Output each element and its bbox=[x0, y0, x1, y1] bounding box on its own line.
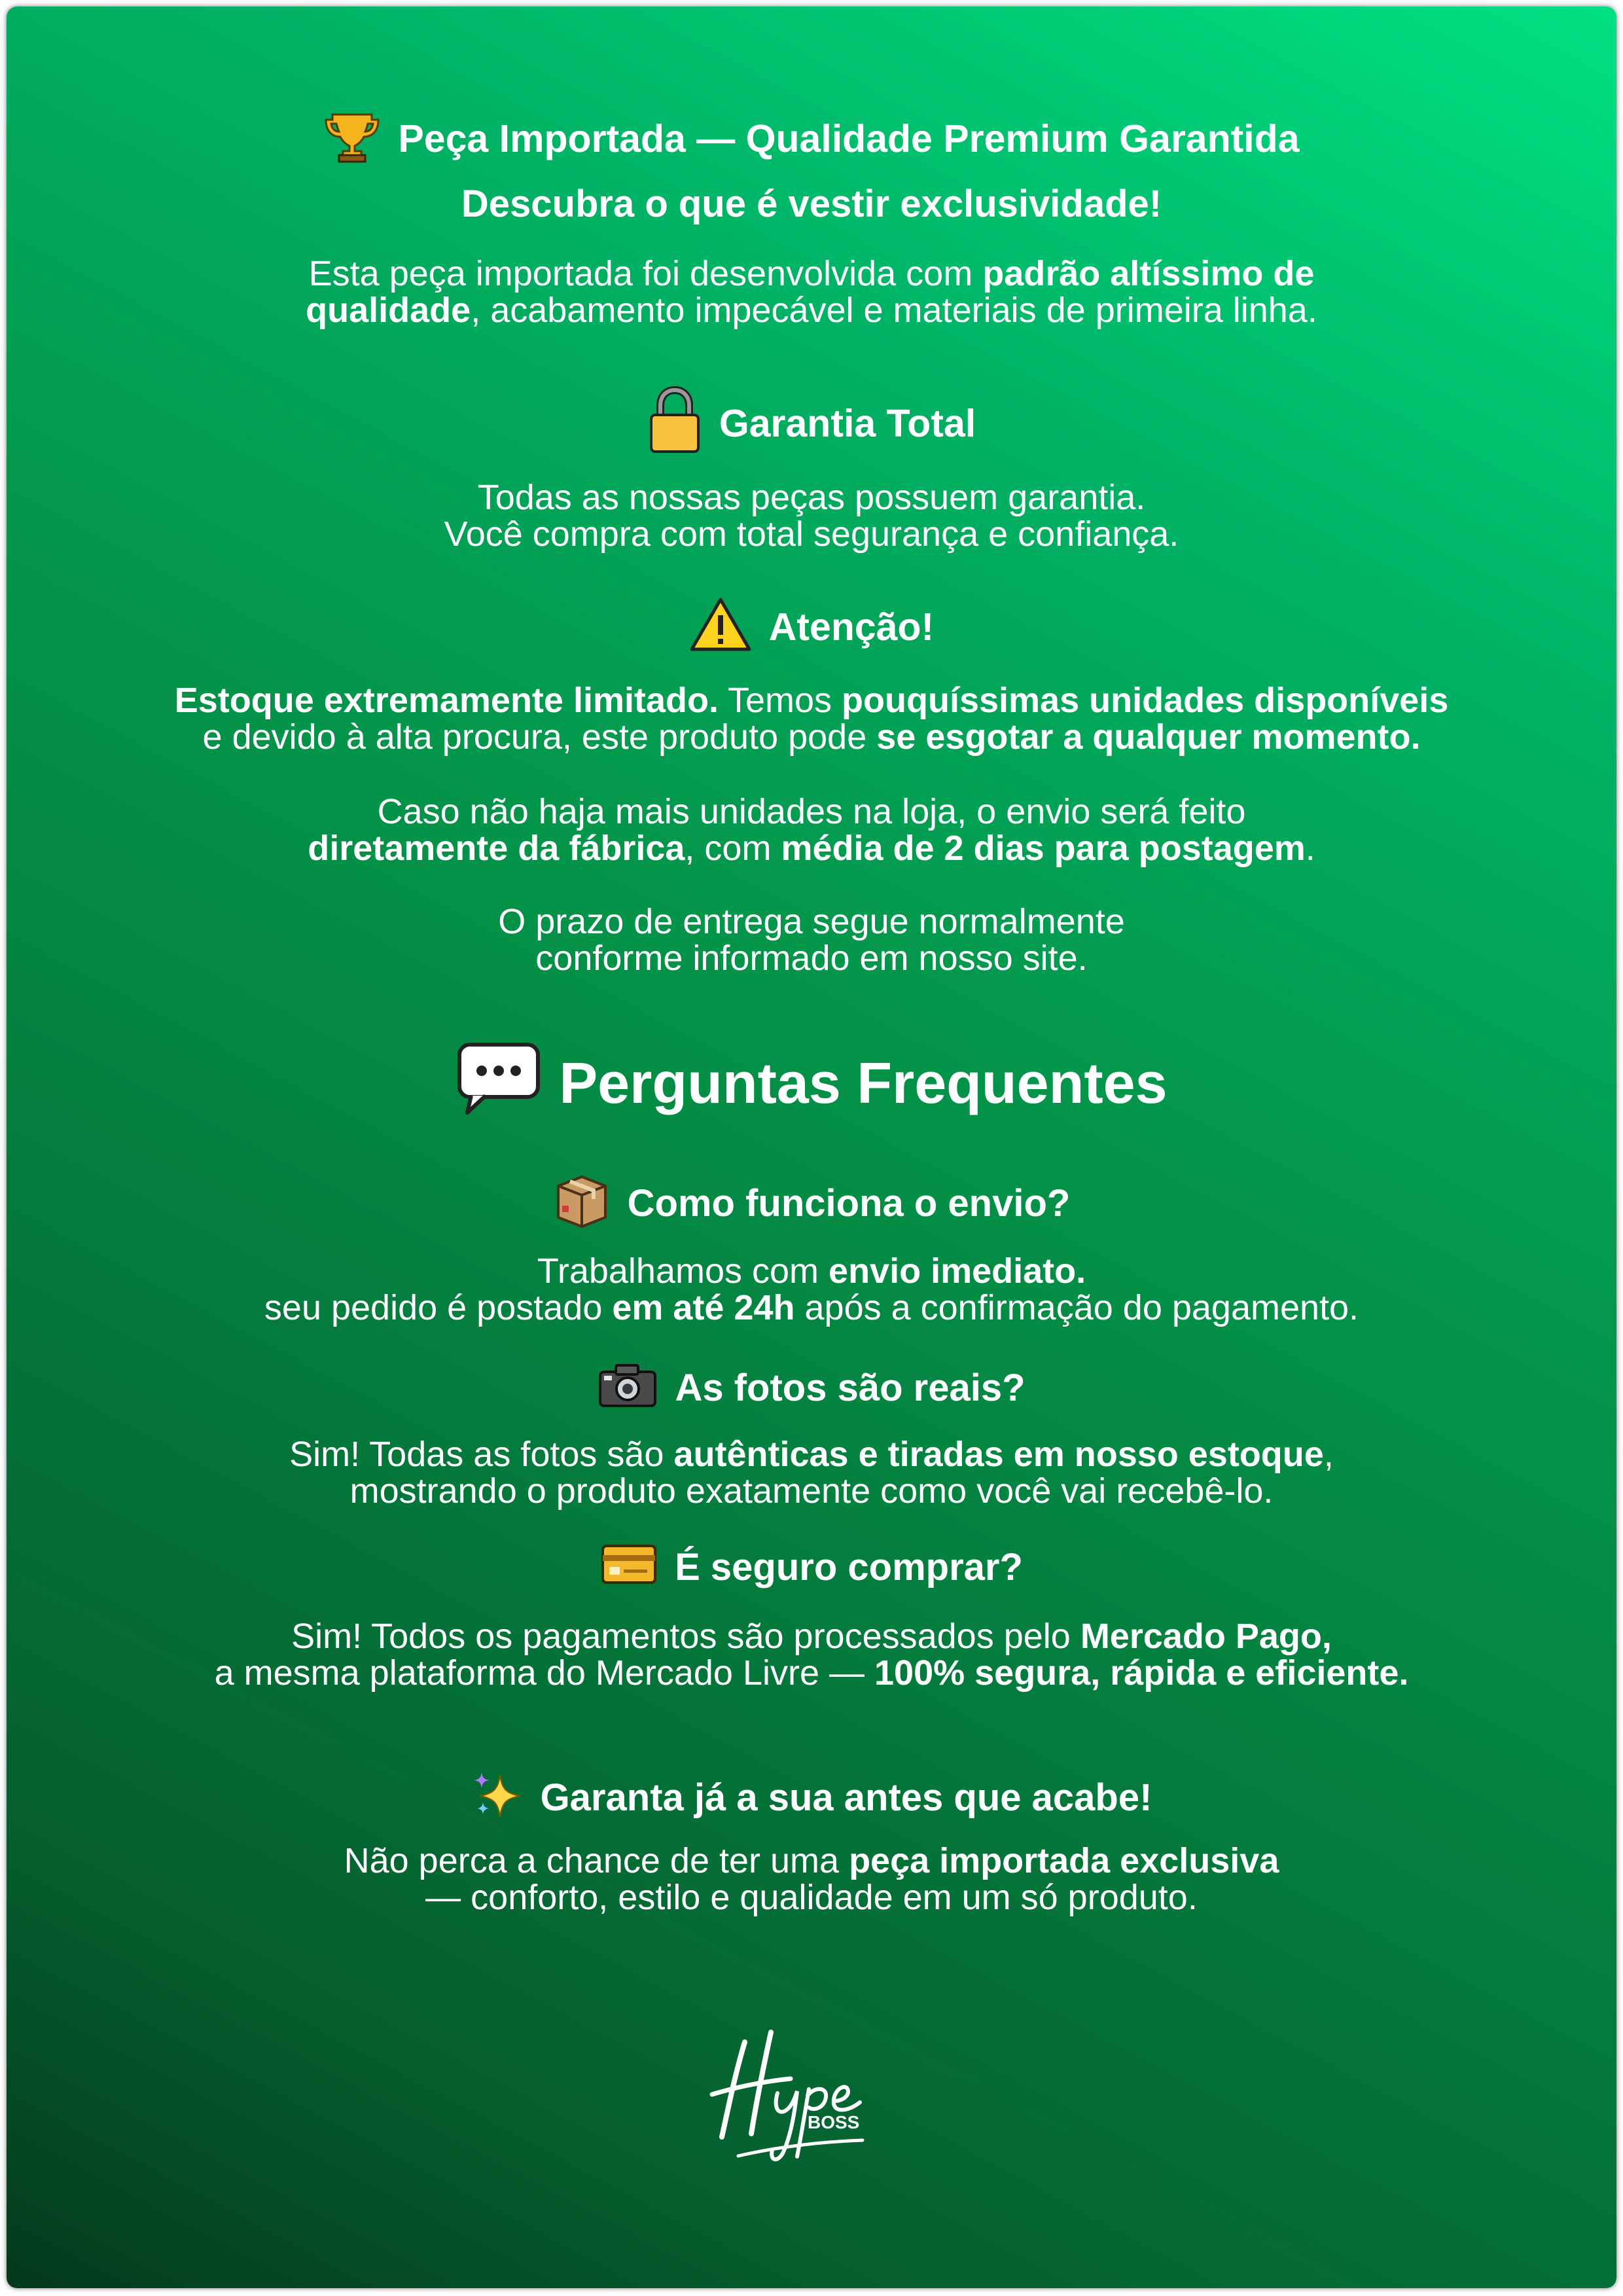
text: Sim! Todos os pagamentos são processados pelo bbox=[291, 1617, 1080, 1656]
text: , bbox=[1323, 1435, 1334, 1474]
text-bold: qualidade bbox=[306, 291, 471, 330]
text-bold: pouquíssimas unidades disponíveis bbox=[842, 681, 1449, 720]
text-bold: Mercado Pago, bbox=[1080, 1617, 1332, 1656]
atencao-paragraph-2 bbox=[7, 793, 1616, 867]
camera-icon bbox=[597, 1361, 658, 1415]
envio-title: Como funciona o envio? bbox=[627, 1182, 1071, 1225]
fotos-heading bbox=[7, 1361, 1616, 1415]
envio-heading bbox=[7, 1172, 1616, 1236]
speech-bubble-icon bbox=[455, 1041, 542, 1126]
text: , com bbox=[685, 829, 781, 868]
text: Sim! Todas as fotos são bbox=[289, 1435, 674, 1474]
trophy-icon bbox=[323, 107, 381, 171]
envio-paragraph bbox=[7, 1253, 1616, 1326]
lock-icon bbox=[647, 386, 702, 461]
garanta-title: Garanta já a sua antes que acabe! bbox=[540, 1776, 1152, 1819]
text-bold: padrão altíssimo de bbox=[982, 254, 1315, 293]
text-bold: Estoque extremamente limitado. bbox=[174, 681, 719, 720]
text: . bbox=[1305, 829, 1315, 868]
atencao-heading bbox=[7, 596, 1616, 658]
text: — conforto, estilo e qualidade em um só produto. bbox=[425, 1878, 1198, 1917]
logo-sub-text: BOSS bbox=[808, 2112, 860, 2132]
text-bold: média de 2 dias para postagem bbox=[781, 829, 1306, 868]
text: O prazo de entrega segue normalmente bbox=[498, 902, 1125, 941]
text: seu pedido é postado bbox=[264, 1288, 613, 1327]
premium-subtitle-text: Descubra o que é vestir exclusividade! bbox=[461, 183, 1162, 225]
text-bold: autênticas e tiradas em nosso estoque bbox=[673, 1435, 1324, 1474]
text-bold: peça importada exclusiva bbox=[849, 1841, 1279, 1880]
package-icon bbox=[553, 1172, 611, 1236]
garanta-heading bbox=[7, 1768, 1616, 1827]
text: conforme informado em nosso site. bbox=[535, 939, 1088, 978]
text-bold: 100% segura, rápida e eficiente. bbox=[874, 1653, 1409, 1693]
garantia-heading bbox=[7, 386, 1616, 461]
text: Você compra com total segurança e confiança. bbox=[444, 514, 1179, 554]
hype-boss-logo bbox=[699, 2016, 895, 2173]
text-bold: em até 24h bbox=[612, 1288, 795, 1327]
faq-title: Perguntas Frequentes bbox=[559, 1050, 1168, 1115]
text: mostrando o produto exatamente como você vai recebê-lo. bbox=[349, 1471, 1274, 1511]
seguro-title: É seguro comprar? bbox=[675, 1546, 1023, 1588]
text: Não perca a chance de ter uma bbox=[344, 1841, 849, 1880]
premium-title: Peça Importada — Qualidade Premium Garantida bbox=[398, 117, 1300, 160]
premium-paragraph bbox=[7, 255, 1616, 329]
text: a mesma plataforma do Mercado Livre — bbox=[214, 1653, 875, 1693]
fotos-title: As fotos são reais? bbox=[675, 1367, 1026, 1409]
text-bold: se esgotar a qualquer momento. bbox=[876, 717, 1421, 757]
text: Trabalhamos com bbox=[537, 1251, 829, 1291]
faq-heading bbox=[7, 1041, 1616, 1126]
description-card bbox=[7, 7, 1616, 2288]
text-bold: envio imediato. bbox=[829, 1251, 1086, 1291]
warning-icon bbox=[689, 596, 752, 658]
text-bold: diretamente da fábrica bbox=[308, 829, 685, 868]
seguro-paragraph bbox=[7, 1618, 1616, 1691]
text: Esta peça importada foi desenvolvida com bbox=[308, 254, 983, 293]
sparkles-icon bbox=[471, 1768, 524, 1827]
garantia-title: Garantia Total bbox=[719, 401, 976, 445]
premium-subtitle bbox=[7, 185, 1616, 223]
text: e devido à alta procura, este produto pode bbox=[202, 717, 877, 757]
atencao-paragraph-1 bbox=[7, 682, 1616, 755]
text: após a confirmação do pagamento. bbox=[794, 1288, 1359, 1327]
text: , acabamento impecável e materiais de primeira linha. bbox=[471, 291, 1317, 330]
fotos-paragraph bbox=[7, 1436, 1616, 1509]
text: Todas as nossas peças possuem garantia. bbox=[477, 478, 1146, 517]
garantia-paragraph bbox=[7, 479, 1616, 552]
text: Caso não haja mais unidades na loja, o envio será feito bbox=[377, 792, 1246, 831]
atencao-title: Atenção! bbox=[768, 605, 935, 649]
premium-heading bbox=[7, 107, 1616, 171]
text: Temos bbox=[718, 681, 842, 720]
seguro-heading bbox=[7, 1543, 1616, 1592]
credit-card-icon bbox=[600, 1543, 658, 1592]
garanta-paragraph bbox=[7, 1842, 1616, 1916]
atencao-paragraph-3 bbox=[7, 903, 1616, 977]
